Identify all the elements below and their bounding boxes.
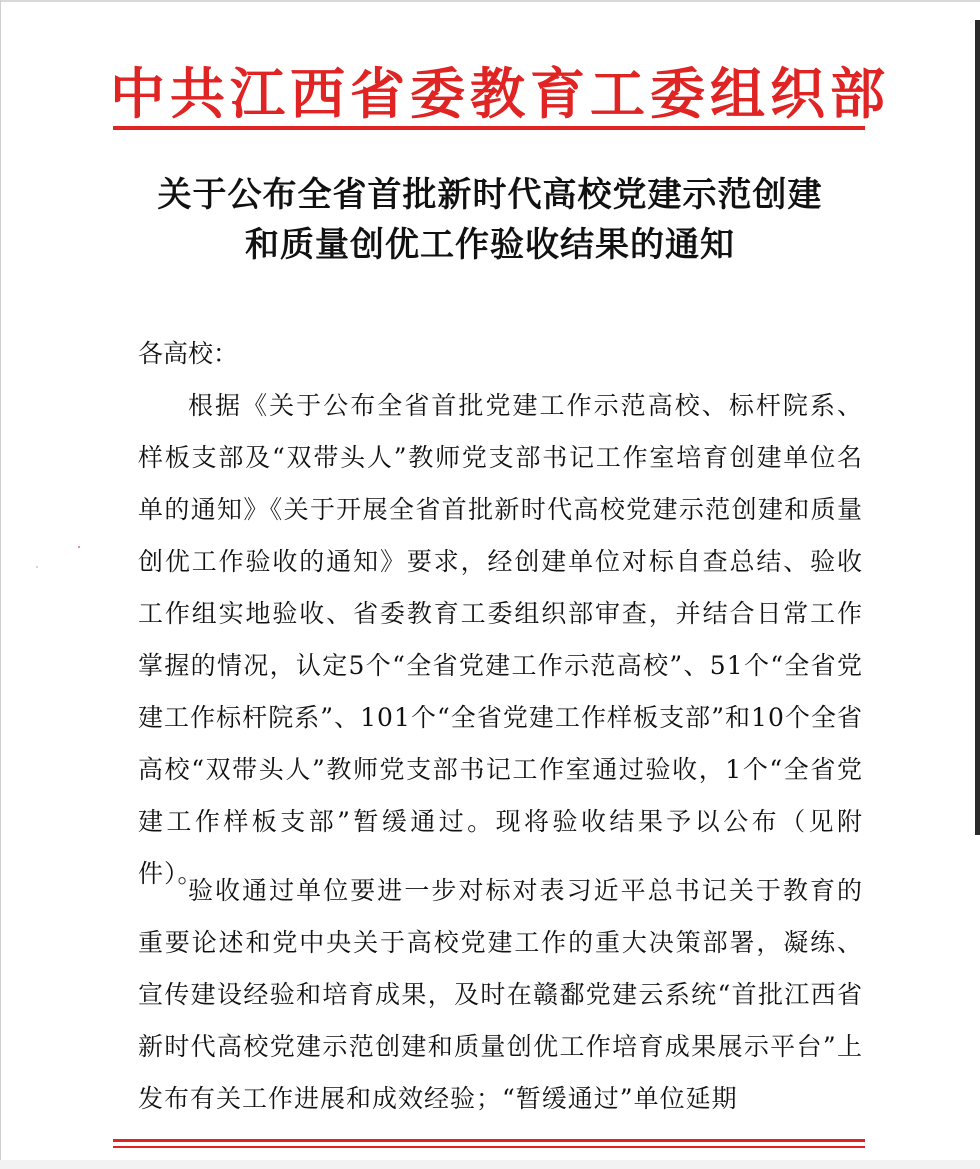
scan-speck <box>36 566 38 568</box>
notice-title-line-1: 关于公布全省首批新时代高校党建示范创建 <box>157 175 823 215</box>
letterhead-red-rule <box>113 126 865 130</box>
page-bottom-edge <box>0 1160 980 1169</box>
footer-red-rule-thick <box>113 1139 865 1142</box>
body-paragraph-1: 根据《关于公布全省首批党建工作示范高校、标杆院系、样板支部及“双带头人”教师党支部书记工作室培育创建单位名单的通知》《关于开展全省首批新时代高校党建示范创建和质量创优工作验收的通知》要求，经创建单位对标自查总结、验收工作组实地验收、省委教育工委组织部审查，并结合日常工作掌握的情况，认定5个“全省党建工作示范高校”、51个“全省党建工作标杆院系”、101个“全省党建工作样板支部”和10个全省高校“双带头人”教师党支部书记工作室通过验收，1个“全省党建工作样板支部”暂缓通过。现将验收结果予以公布（见附件）。 <box>138 391 863 888</box>
footer-red-rule-thin <box>113 1146 865 1148</box>
page-top-edge <box>0 0 980 2</box>
salutation: 各高校： <box>138 339 239 368</box>
scan-speck <box>78 546 80 548</box>
notice-title-line-2: 和质量创优工作验收结果的通知 <box>245 225 735 265</box>
letterhead-org-name: 中共江西省委教育工委组织部 <box>110 62 891 126</box>
body-paragraph-2: 验收通过单位要进一步对标对表习近平总书记关于教育的重要论述和党中央关于高校党建工作的重大决策部署，凝练、宣传建设经验和培育成果，及时在赣鄱党建云系统“首批江西省新时代高校党建示范创建和质量创优工作培育成果展示平台”上发布有关工作进展和成效经验；“暂缓通过”单位延期 <box>138 876 863 1113</box>
page-left-edge <box>0 0 1 1169</box>
scan-edge-shadow <box>975 20 980 835</box>
notice-title <box>110 170 870 270</box>
